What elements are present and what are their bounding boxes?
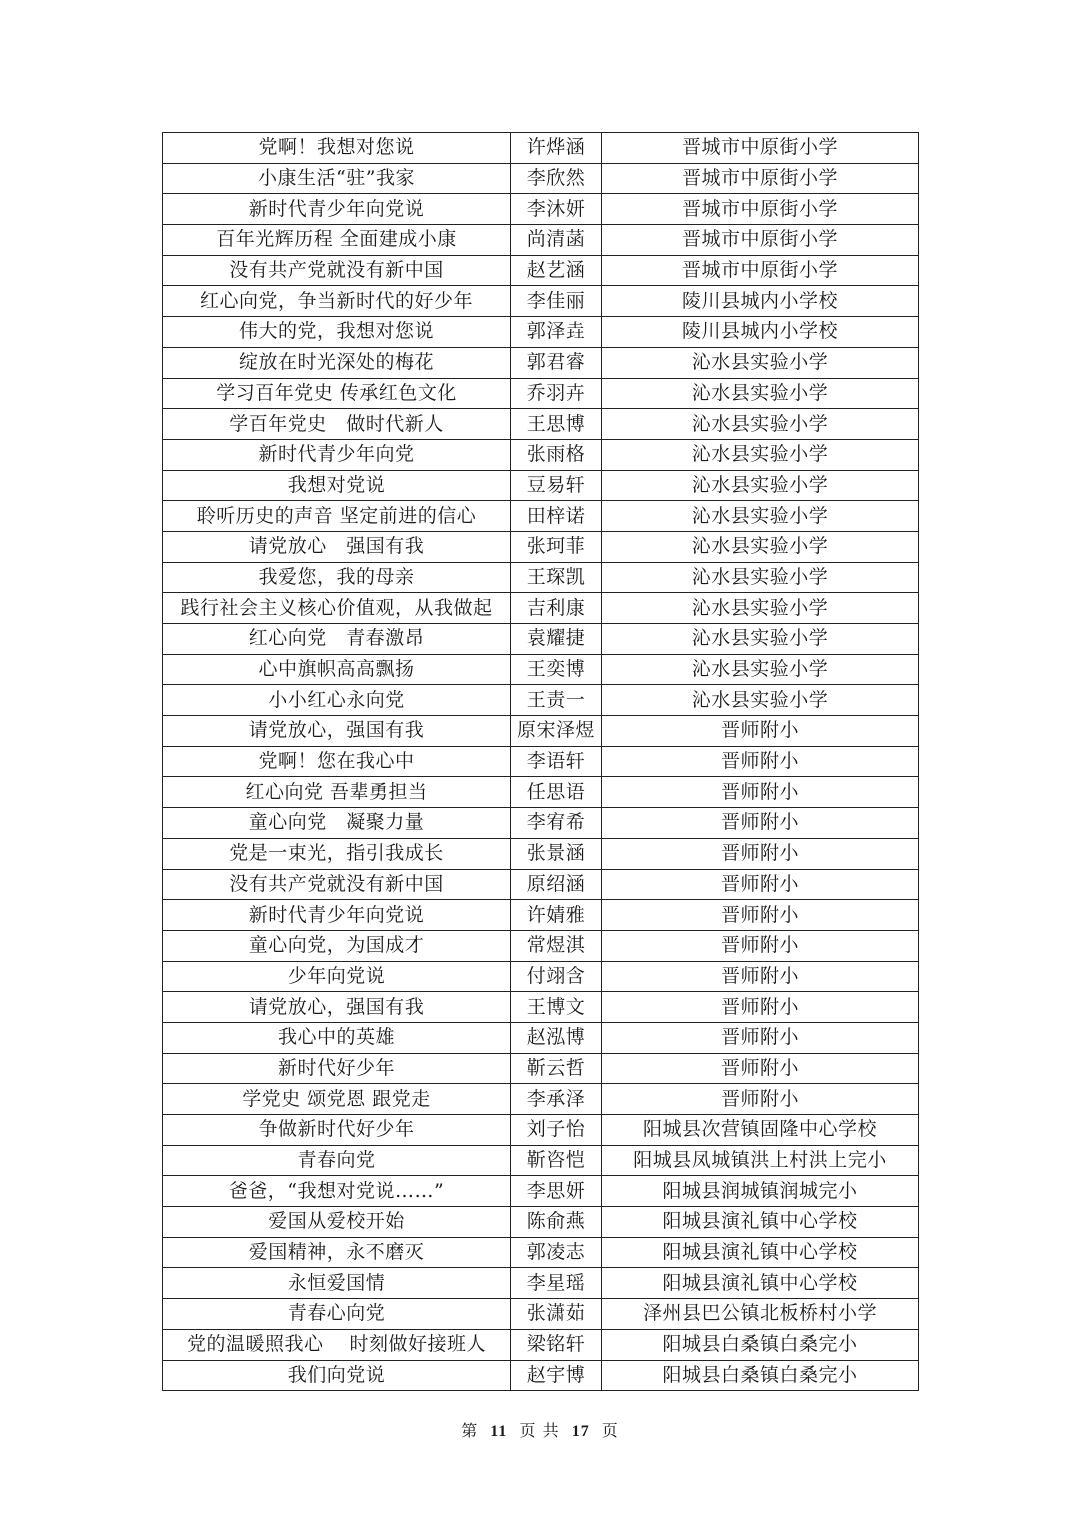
school-name-cell: 晋师附小 <box>602 838 919 869</box>
table-row <box>163 1084 919 1115</box>
table-row <box>163 930 919 961</box>
student-name-cell: 吉利康 <box>511 593 602 624</box>
school-name-cell: 沁水县实验小学 <box>602 470 919 501</box>
entry-title-cell: 红心向党 吾辈勇担当 <box>163 777 511 808</box>
student-name-cell: 赵宇博 <box>511 1360 602 1391</box>
school-name-cell: 晋城市中原街小学 <box>602 194 919 225</box>
school-name-cell: 晋师附小 <box>602 869 919 900</box>
entries-table <box>162 132 919 1391</box>
entry-title-cell: 没有共产党就没有新中国 <box>163 255 511 286</box>
student-name-cell: 李佳丽 <box>511 286 602 317</box>
school-name-cell: 晋城市中原街小学 <box>602 225 919 256</box>
student-name-cell: 豆易轩 <box>511 470 602 501</box>
entry-title-cell: 青春向党 <box>163 1145 511 1176</box>
student-name-cell: 张珂菲 <box>511 531 602 562</box>
student-name-cell: 李欣然 <box>511 163 602 194</box>
table-row <box>163 746 919 777</box>
student-name-cell: 王奕博 <box>511 654 602 685</box>
school-name-cell: 晋师附小 <box>602 930 919 961</box>
entry-title-cell: 党是一束光，指引我成长 <box>163 838 511 869</box>
school-name-cell: 晋师附小 <box>602 961 919 992</box>
table-row <box>163 347 919 378</box>
student-name-cell: 陈俞燕 <box>511 1207 602 1238</box>
entry-title-cell: 聆听历史的声音 坚定前进的信心 <box>163 501 511 532</box>
table-row <box>163 286 919 317</box>
school-name-cell: 沁水县实验小学 <box>602 562 919 593</box>
entries-table-body <box>163 133 919 1391</box>
student-name-cell: 许婧雅 <box>511 900 602 931</box>
school-name-cell: 阳城县演礼镇中心学校 <box>602 1268 919 1299</box>
table-row <box>163 255 919 286</box>
table-row <box>163 1176 919 1207</box>
table-row <box>163 1145 919 1176</box>
school-name-cell: 阳城县凤城镇洪上村洪上完小 <box>602 1145 919 1176</box>
entry-title-cell: 新时代好少年 <box>163 1053 511 1084</box>
entry-title-cell: 红心向党，争当新时代的好少年 <box>163 286 511 317</box>
student-name-cell: 原宋泽煜 <box>511 716 602 747</box>
student-name-cell: 许烨涵 <box>511 133 602 164</box>
student-name-cell: 王琛凯 <box>511 562 602 593</box>
entry-title-cell: 小康生活“驻”我家 <box>163 163 511 194</box>
table-row <box>163 317 919 348</box>
student-name-cell: 郭君睿 <box>511 347 602 378</box>
entry-title-cell: 请党放心，强国有我 <box>163 992 511 1023</box>
total-page-count: 17 <box>571 1423 590 1440</box>
student-name-cell: 赵艺涵 <box>511 255 602 286</box>
entry-title-cell: 学百年党史 做时代新人 <box>163 409 511 440</box>
school-name-cell: 沁水县实验小学 <box>602 439 919 470</box>
student-name-cell: 常煜淇 <box>511 930 602 961</box>
table-row <box>163 654 919 685</box>
student-name-cell: 李宥希 <box>511 808 602 839</box>
student-name-cell: 刘子怡 <box>511 1115 602 1146</box>
school-name-cell: 阳城县润城镇润城完小 <box>602 1176 919 1207</box>
entry-title-cell: 争做新时代好少年 <box>163 1115 511 1146</box>
school-name-cell: 晋师附小 <box>602 992 919 1023</box>
table-row <box>163 869 919 900</box>
student-name-cell: 赵泓博 <box>511 1022 602 1053</box>
entry-title-cell: 心中旗帜高高飘扬 <box>163 654 511 685</box>
table-row <box>163 961 919 992</box>
table-row <box>163 1268 919 1299</box>
entry-title-cell: 新时代青少年向党 <box>163 439 511 470</box>
school-name-cell: 阳城县演礼镇中心学校 <box>602 1237 919 1268</box>
entry-title-cell: 童心向党 凝聚力量 <box>163 808 511 839</box>
table-row <box>163 1053 919 1084</box>
student-name-cell: 王博文 <box>511 992 602 1023</box>
table-row <box>163 808 919 839</box>
table-row <box>163 378 919 409</box>
table-row <box>163 1299 919 1330</box>
entry-title-cell: 请党放心 强国有我 <box>163 531 511 562</box>
school-name-cell: 沁水县实验小学 <box>602 409 919 440</box>
entry-title-cell: 我们向党说 <box>163 1360 511 1391</box>
student-name-cell: 王思博 <box>511 409 602 440</box>
student-name-cell: 王责一 <box>511 685 602 716</box>
entry-title-cell: 绽放在时光深处的梅花 <box>163 347 511 378</box>
entry-title-cell: 红心向党 青春激昂 <box>163 624 511 655</box>
student-name-cell: 袁耀捷 <box>511 624 602 655</box>
student-name-cell: 田梓诺 <box>511 501 602 532</box>
school-name-cell: 晋城市中原街小学 <box>602 163 919 194</box>
table-row <box>163 1207 919 1238</box>
school-name-cell: 阳城县白桑镇白桑完小 <box>602 1360 919 1391</box>
table-row <box>163 777 919 808</box>
entry-title-cell: 新时代青少年向党说 <box>163 194 511 225</box>
table-row <box>163 624 919 655</box>
footer-prefix: 第 <box>461 1421 479 1440</box>
entry-title-cell: 童心向党，为国成才 <box>163 930 511 961</box>
entry-title-cell: 伟大的党，我想对您说 <box>163 317 511 348</box>
entry-title-cell: 爱国精神，永不磨灭 <box>163 1237 511 1268</box>
table-row <box>163 501 919 532</box>
entry-title-cell: 学习百年党史 传承红色文化 <box>163 378 511 409</box>
school-name-cell: 晋师附小 <box>602 808 919 839</box>
school-name-cell: 沁水县实验小学 <box>602 624 919 655</box>
current-page-number: 11 <box>490 1423 508 1440</box>
table-row <box>163 593 919 624</box>
entry-title-cell: 永恒爱国情 <box>163 1268 511 1299</box>
table-row <box>163 1329 919 1360</box>
table-row <box>163 685 919 716</box>
entry-title-cell: 少年向党说 <box>163 961 511 992</box>
student-name-cell: 郭泽垚 <box>511 317 602 348</box>
entry-title-cell: 百年光辉历程 全面建成小康 <box>163 225 511 256</box>
entry-title-cell: 我爱您，我的母亲 <box>163 562 511 593</box>
student-name-cell: 李星瑶 <box>511 1268 602 1299</box>
entry-title-cell: 我心中的英雄 <box>163 1022 511 1053</box>
table-row <box>163 194 919 225</box>
table-row <box>163 562 919 593</box>
student-name-cell: 梁铭轩 <box>511 1329 602 1360</box>
student-name-cell: 郭凌志 <box>511 1237 602 1268</box>
school-name-cell: 晋师附小 <box>602 1084 919 1115</box>
school-name-cell: 陵川县城内小学校 <box>602 317 919 348</box>
school-name-cell: 沁水县实验小学 <box>602 654 919 685</box>
school-name-cell: 晋城市中原街小学 <box>602 255 919 286</box>
school-name-cell: 沁水县实验小学 <box>602 685 919 716</box>
table-row <box>163 992 919 1023</box>
school-name-cell: 晋师附小 <box>602 777 919 808</box>
school-name-cell: 阳城县白桑镇白桑完小 <box>602 1329 919 1360</box>
footer-suffix: 页 <box>601 1421 619 1440</box>
entry-title-cell: 爸爸，“我想对党说……” <box>163 1176 511 1207</box>
table-row <box>163 1360 919 1391</box>
student-name-cell: 李承泽 <box>511 1084 602 1115</box>
school-name-cell: 陵川县城内小学校 <box>602 286 919 317</box>
school-name-cell: 晋师附小 <box>602 1053 919 1084</box>
entry-title-cell: 党啊！我想对您说 <box>163 133 511 164</box>
student-name-cell: 张雨格 <box>511 439 602 470</box>
table-row <box>163 1115 919 1146</box>
student-name-cell: 任思语 <box>511 777 602 808</box>
school-name-cell: 沁水县实验小学 <box>602 501 919 532</box>
student-name-cell: 李思妍 <box>511 1176 602 1207</box>
entry-title-cell: 爱国从爱校开始 <box>163 1207 511 1238</box>
school-name-cell: 沁水县实验小学 <box>602 531 919 562</box>
page-footer <box>0 1418 1080 1441</box>
table-row <box>163 225 919 256</box>
entry-title-cell: 党的温暖照我心 时刻做好接班人 <box>163 1329 511 1360</box>
table-row <box>163 470 919 501</box>
entry-title-cell: 学党史 颂党恩 跟党走 <box>163 1084 511 1115</box>
school-name-cell: 晋城市中原街小学 <box>602 133 919 164</box>
table-row <box>163 900 919 931</box>
student-name-cell: 靳云哲 <box>511 1053 602 1084</box>
school-name-cell: 阳城县演礼镇中心学校 <box>602 1207 919 1238</box>
table-row <box>163 531 919 562</box>
school-name-cell: 沁水县实验小学 <box>602 378 919 409</box>
student-name-cell: 原绍涵 <box>511 869 602 900</box>
student-name-cell: 李沐妍 <box>511 194 602 225</box>
student-name-cell: 靳咨恺 <box>511 1145 602 1176</box>
entry-title-cell: 小小红心永向党 <box>163 685 511 716</box>
student-name-cell: 张景涵 <box>511 838 602 869</box>
student-name-cell: 尚清菡 <box>511 225 602 256</box>
school-name-cell: 沁水县实验小学 <box>602 347 919 378</box>
entry-title-cell: 新时代青少年向党说 <box>163 900 511 931</box>
table-row <box>163 133 919 164</box>
school-name-cell: 阳城县次营镇固隆中心学校 <box>602 1115 919 1146</box>
table-row <box>163 716 919 747</box>
school-name-cell: 晋师附小 <box>602 746 919 777</box>
table-row <box>163 439 919 470</box>
entry-title-cell: 没有共产党就没有新中国 <box>163 869 511 900</box>
entry-title-cell: 党啊！您在我心中 <box>163 746 511 777</box>
school-name-cell: 泽州县巴公镇北板桥村小学 <box>602 1299 919 1330</box>
entry-title-cell: 践行社会主义核心价值观，从我做起 <box>163 593 511 624</box>
table-row <box>163 838 919 869</box>
table-row <box>163 1237 919 1268</box>
table-row <box>163 163 919 194</box>
entry-title-cell: 请党放心，强国有我 <box>163 716 511 747</box>
entry-title-cell: 我想对党说 <box>163 470 511 501</box>
school-name-cell: 晋师附小 <box>602 1022 919 1053</box>
table-row <box>163 409 919 440</box>
student-name-cell: 付翊含 <box>511 961 602 992</box>
student-name-cell: 乔羽卉 <box>511 378 602 409</box>
school-name-cell: 沁水县实验小学 <box>602 593 919 624</box>
table-row <box>163 1022 919 1053</box>
footer-middle: 页 共 <box>519 1421 560 1440</box>
school-name-cell: 晋师附小 <box>602 716 919 747</box>
student-name-cell: 李语轩 <box>511 746 602 777</box>
school-name-cell: 晋师附小 <box>602 900 919 931</box>
student-name-cell: 张潇茹 <box>511 1299 602 1330</box>
entry-title-cell: 青春心向党 <box>163 1299 511 1330</box>
